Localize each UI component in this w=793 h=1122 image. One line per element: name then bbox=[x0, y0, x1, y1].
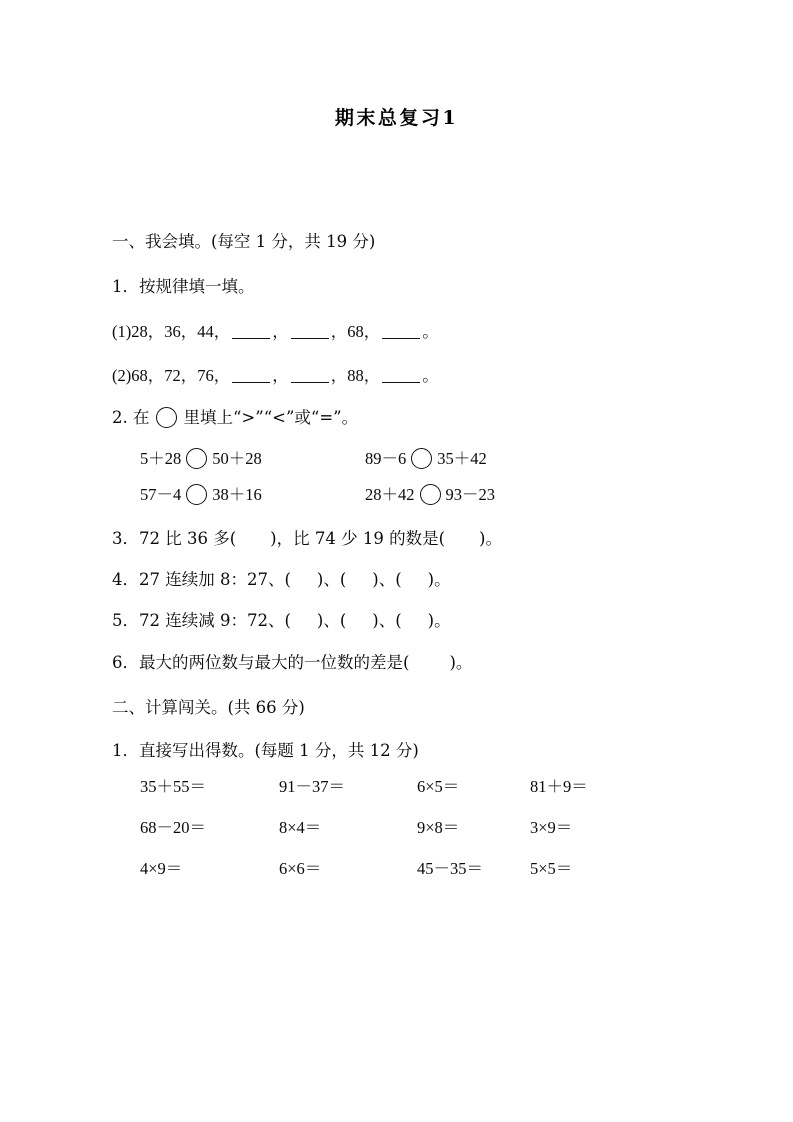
calc-item[interactable]: 8×4＝ bbox=[279, 818, 322, 837]
question-1-prompt: 1．按规律填一填。 bbox=[112, 277, 255, 296]
blank-input[interactable] bbox=[291, 366, 329, 383]
sequence-1-prefix: (1)28，36，44， bbox=[112, 322, 231, 341]
sequence-item-1 bbox=[112, 318, 439, 342]
question-3-part-c: )。 bbox=[479, 529, 502, 548]
sequence-2-prefix: (2)68，72，76， bbox=[112, 366, 231, 385]
blank-input[interactable] bbox=[291, 322, 329, 339]
question-6 bbox=[112, 649, 472, 673]
blank-input[interactable] bbox=[382, 366, 420, 383]
question-5-prefix: 5．72 连续减 9：72、( bbox=[112, 611, 291, 630]
sequence-1-end: 。 bbox=[422, 322, 439, 341]
comparison-operator-circle[interactable] bbox=[420, 484, 441, 505]
sequence-item-2 bbox=[112, 362, 439, 386]
sequence-2-end: 。 bbox=[422, 366, 439, 385]
comparison-operator-circle[interactable] bbox=[411, 448, 432, 469]
comparison-1-left: 5＋28 bbox=[140, 449, 182, 468]
question-4-sep: )、( bbox=[316, 570, 347, 589]
section-two-question-1-prompt: 1．直接写出得数。(每题 1 分，共 12 分) bbox=[112, 741, 419, 760]
comparison-3 bbox=[140, 481, 262, 505]
comparison-2 bbox=[365, 445, 487, 469]
calc-item[interactable]: 91－37＝ bbox=[279, 777, 345, 796]
comparison-3-right: 38＋16 bbox=[212, 485, 262, 504]
question-5-sep: )、( bbox=[316, 611, 347, 630]
calc-item[interactable]: 9×8＝ bbox=[417, 818, 460, 837]
question-5 bbox=[112, 607, 451, 631]
comparison-4-left: 28＋42 bbox=[365, 485, 415, 504]
question-2-prompt bbox=[112, 404, 358, 428]
question-4-prefix: 4．27 连续加 8：27、( bbox=[112, 570, 291, 589]
comparison-operator-circle[interactable] bbox=[186, 484, 207, 505]
question-2-prompt-before: 2. 在 bbox=[112, 408, 150, 427]
section-one-heading: 一、我会填。(每空 1 分，共 19 分) bbox=[112, 232, 376, 251]
calc-item[interactable]: 35＋55＝ bbox=[140, 777, 206, 796]
blank-input[interactable] bbox=[232, 366, 270, 383]
comparison-4-right: 93－23 bbox=[445, 485, 495, 504]
sequence-2-comma: ， bbox=[272, 366, 289, 385]
arithmetic-grid bbox=[112, 773, 672, 893]
blank-input[interactable] bbox=[232, 322, 270, 339]
section-two-heading: 二、计算闯关。(共 66 分) bbox=[112, 698, 305, 717]
comparison-1-right: 50＋28 bbox=[212, 449, 262, 468]
question-4-sep-2: )、( bbox=[372, 570, 402, 589]
sequence-2-tail: ，88， bbox=[330, 366, 381, 385]
question-2-prompt-after: 里填上“>”“<”或“=”。 bbox=[183, 408, 359, 427]
comparison-1 bbox=[140, 445, 262, 469]
question-4-suffix: )。 bbox=[427, 570, 451, 589]
blank-input[interactable] bbox=[382, 322, 420, 339]
question-3-part-b: )，比 74 少 19 的数是( bbox=[270, 529, 446, 548]
question-3-part-a: 3．72 比 36 多( bbox=[112, 529, 237, 548]
comparison-3-left: 57－4 bbox=[140, 485, 182, 504]
question-5-sep-2: )、( bbox=[372, 611, 402, 630]
calc-item[interactable]: 45－35＝ bbox=[417, 859, 483, 878]
circle-icon bbox=[156, 407, 177, 428]
calc-item[interactable]: 68－20＝ bbox=[140, 818, 206, 837]
sequence-1-comma: ， bbox=[272, 322, 289, 341]
question-6-suffix: )。 bbox=[449, 653, 473, 672]
calc-item[interactable]: 6×5＝ bbox=[417, 777, 460, 796]
comparison-row-2 bbox=[112, 481, 672, 507]
calc-item[interactable]: 81＋9＝ bbox=[530, 777, 588, 796]
sequence-1-tail: ，68， bbox=[330, 322, 381, 341]
question-5-suffix: )。 bbox=[427, 611, 451, 630]
question-3 bbox=[112, 525, 502, 549]
comparison-operator-circle[interactable] bbox=[186, 448, 207, 469]
calc-item[interactable]: 6×6＝ bbox=[279, 859, 322, 878]
calc-item[interactable]: 5×5＝ bbox=[530, 859, 573, 878]
question-4 bbox=[112, 566, 451, 590]
comparison-2-right: 35＋42 bbox=[437, 449, 487, 468]
question-6-prefix: 6．最大的两位数与最大的一位数的差是( bbox=[112, 653, 410, 672]
calc-item[interactable]: 3×9＝ bbox=[530, 818, 573, 837]
comparison-4 bbox=[365, 481, 495, 505]
calc-item[interactable]: 4×9＝ bbox=[140, 859, 183, 878]
page-title: 期末总复习1 bbox=[334, 107, 459, 129]
comparison-row-1 bbox=[112, 445, 672, 471]
comparison-2-left: 89－6 bbox=[365, 449, 407, 468]
